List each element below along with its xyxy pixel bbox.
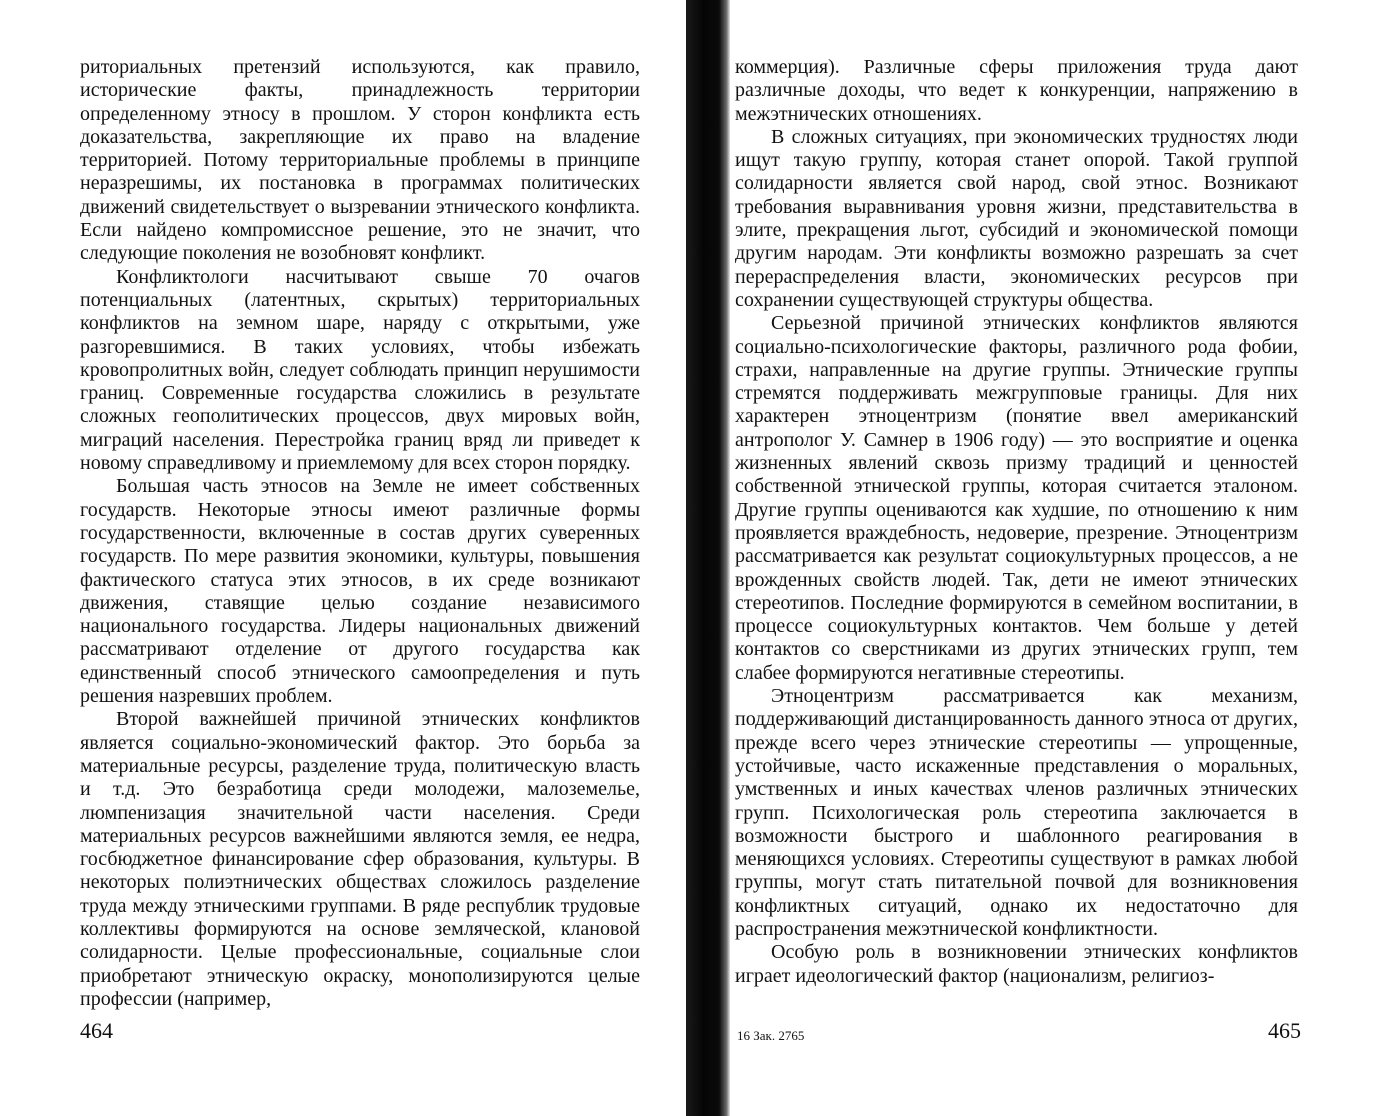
right-page xyxy=(730,0,1393,1116)
paragraph: Конфликтологи насчитывают свыше 70 очагов потенциальных (латентных, скрытых) территориальных конфликтов на земном шаре, наряду с открытыми, уже разгоревшимися. В таких условиях, чтобы избежать кровопролитных войн, следует соблюдать принцип нерушимости границ. Современные государства сложились в результате сложных геополитических процессов, двух мировых войн, миграций населения. Перестройка границ вряд ли приведет к новому справедливому и приемлемому для всех сторон порядку. xyxy=(80,265,640,475)
paragraph: коммерция). Различные сферы приложения труда дают различные доходы, что ведет к конкуренции, напряжению в межэтнических отношениях. xyxy=(735,56,1298,125)
left-page-text xyxy=(80,56,640,1011)
page-number: 464 xyxy=(80,1018,113,1043)
paragraph: В сложных ситуациях, при экономических трудностях люди ищут такую группу, которая станет опорой. Такой группой солидарности является свой народ, свой этнос. Возникают требования выравнивания уровня жизни, представительства в элите, прекращения льгот, субсидий и экономической помощи другим народам. Эти конфликты возможно разрешать за счет перераспределения власти, экономических ресурсов при сохранении существующей структуры общества. xyxy=(735,125,1298,311)
paragraph: Этноцентризм рассматривается как механизм, поддерживающий дистанцированность данного этноса от других, прежде всего через этнические стереотипы — упрощенные, устойчивые, часто искаженные представления о моральных, умственных и иных качествах членов различных этнических групп. Психологическая роль стереотипа заключается в возможности быстрого и шаблонного реагирования в меняющихся условиях. Стереотипы существуют в рамках любой группы, могут стать питательной почвой для возникновения конфликтных ситуаций, однако их недостаточно для распространения межэтнической конфликтности. xyxy=(735,685,1298,940)
paragraph: Большая часть этносов на Земле не имеет собственных государств. Некоторые этносы имеют различные формы государственности, включенные в состав других суверенных государств. По мере развития экономики, культуры, повышения фактического статуса этих этносов, в их среде возникают движения, ставящие целью создание независимого национального государства. Лидеры национальных движений рассматривают отделение от другого государства как единственный способ этнического самоопределения и путь решения назревших проблем. xyxy=(80,475,640,708)
page-number: 465 xyxy=(1268,1018,1301,1043)
book-gutter xyxy=(686,0,730,1116)
paragraph: Серьезной причиной этнических конфликтов являются социально-психологические факторы, различного рода фобии, страхи, направленные на другие группы. Этнические группы стремятся поддерживать межгрупповые границы. Для них характерен этноцентризм (понятие ввел американский антрополог У. Самнер в 1906 году) — это восприятие и оценка жизненных явлений сквозь призму традиций и ценностей собственной этнической группы, которая считается эталоном. Другие группы оцениваются как худшие, по отношению к ним проявляется враждебность, недоверие, презрение. Этноцентризм рассматривается как результат социокультурных процессов, а не врожденных свойств людей. Так, дети не имеют этнических стереотипов. Последние формируются в семейном воспитании, в процессе социокультурных контактов. Чем больше у детей контактов со сверстниками из других этнических групп, тем слабее формируются негативные стереотипы. xyxy=(735,312,1298,684)
left-page xyxy=(0,0,686,1116)
paragraph: Второй важнейшей причиной этнических конфликтов является социально-экономический фактор. Это борьба за материальные ресурсы, разделение труда, политическую власть и т.д. Это безработица среди молодежи, малоземелье, люмпенизация значительной части населения. Среди материальных ресурсов важнейшими являются земля, ее недра, госбюджетное финансирование сфер образования, культуры. В некоторых полиэтнических обществах сложилось разделение труда между этническими группами. В ряде республик трудовые коллективы формируются на основе земляческой, клановой солидарности. Целые профессиональные, социальные слои приобретают этническую окраску, монополизируются целые профессии (например, xyxy=(80,708,640,1010)
paragraph: Особую роль в возникновении этнических конфликтов играет идеологический фактор (национализм, религиоз- xyxy=(735,941,1298,987)
right-page-text xyxy=(735,56,1298,988)
paragraph: риториальных претензий используются, как правило, исторические факты, принадлежность территории определенному этносу в прошлом. У сторон конфликта есть доказательства, закрепляющие их право на владение территорией. Потому территориальные проблемы в принципе неразрешимы, их постановка в программах политических движений свидетельствует о вызревании этнического конфликта. Если найдено компромиссное решение, это не значит, что следующие поколения не возобновят конфликт. xyxy=(80,56,640,265)
printer-signature: 16 Зак. 2765 xyxy=(737,1028,805,1043)
